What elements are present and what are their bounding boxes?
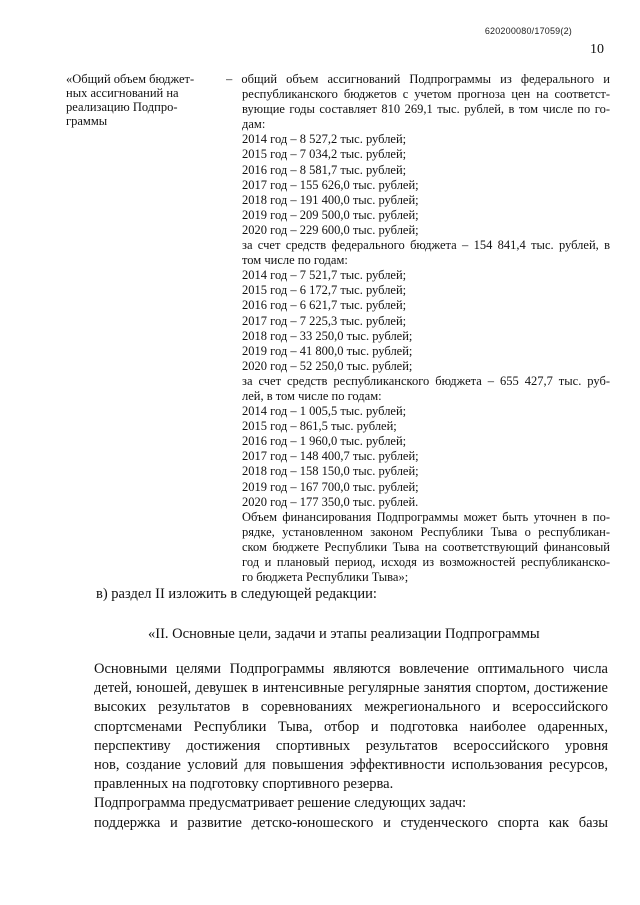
left-cell-line: граммы bbox=[66, 114, 108, 128]
republic-line: за счет средств республиканского бюджета – 655 427,7 тыс. руб- bbox=[242, 373, 610, 388]
note-line: го бюджета Республики Тыва»; bbox=[242, 570, 409, 585]
section-title: «II. Основные цели, задачи и этапы реализации Подпрограммы bbox=[148, 626, 540, 642]
total-year-line: 2014 год – 8 527,2 тыс. рублей; bbox=[242, 132, 407, 147]
note-line: ском бюджете Республики Тыва на соответствующий финансовый bbox=[242, 539, 610, 554]
republic-year-line: 2020 год – 177 350,0 тыс. рублей. bbox=[242, 494, 419, 509]
federal-line: том числе по годам: bbox=[242, 253, 348, 268]
republic-line: лей, в том числе по годам: bbox=[242, 388, 382, 403]
total-year-line: 2018 год – 191 400,0 тыс. рублей; bbox=[242, 192, 419, 207]
table-right-cell bbox=[226, 72, 610, 585]
federal-line: за счет средств федерального бюджета – 154 841,4 тыс. рублей, в bbox=[242, 238, 610, 253]
table-left-cell bbox=[66, 72, 226, 128]
federal-year-line: 2016 год – 6 621,7 тыс. рублей; bbox=[242, 298, 407, 313]
body-line: перспективу достижения спортивных результатов всероссийского уровня bbox=[94, 737, 608, 754]
republic-year-line: 2016 год – 1 960,0 тыс. рублей; bbox=[242, 434, 407, 449]
republic-year-line: 2019 год – 167 700,0 тыс. рублей; bbox=[242, 479, 419, 494]
document-code: 620200080/17059(2) bbox=[484, 26, 572, 36]
body-line: детей, юношей, девушек в интенсивные регулярные занятия спортом, достижение bbox=[94, 680, 608, 697]
republic-year-line: 2017 год – 148 400,7 тыс. рублей; bbox=[242, 449, 419, 464]
body-line: Основными целями Подпрограммы являются вовлечение оптимального числа bbox=[94, 661, 608, 677]
body-line: Подпрограмма предусматривает решение следующих задач: bbox=[94, 795, 467, 812]
total-year-line: 2020 год – 229 600,0 тыс. рублей; bbox=[242, 222, 419, 237]
left-cell-line: «Общий объем бюджет- bbox=[66, 72, 195, 86]
federal-year-line: 2019 год – 41 800,0 тыс. рублей; bbox=[242, 343, 413, 358]
intro-line: дам: bbox=[242, 117, 266, 132]
note-line: год и плановый период, исходя из возможностей республиканско- bbox=[242, 555, 610, 569]
federal-year-line: 2014 год – 7 521,7 тыс. рублей; bbox=[242, 268, 407, 283]
left-cell-line: ных ассигнований на bbox=[66, 86, 179, 100]
republic-year-line: 2014 год – 1 005,5 тыс. рублей; bbox=[242, 404, 407, 419]
total-year-line: 2016 год – 8 581,7 тыс. рублей; bbox=[242, 162, 407, 177]
republic-year-line: 2015 год – 861,5 тыс. рублей; bbox=[242, 419, 397, 434]
total-year-line: 2015 год – 7 034,2 тыс. рублей; bbox=[242, 147, 407, 162]
note-line: Объем финансирования Подпрограммы может быть уточнен в по- bbox=[242, 509, 610, 524]
intro-line: – общий объем ассигнований Подпрограммы из федерального и bbox=[226, 72, 610, 86]
page-number: 10 bbox=[590, 42, 604, 57]
federal-year-line: 2015 год – 6 172,7 тыс. рублей; bbox=[242, 283, 407, 298]
body-paragraphs bbox=[94, 660, 608, 833]
body-line: высоких результатов в соревнованиях межрегионального и всероссийского bbox=[94, 699, 608, 716]
federal-year-line: 2018 год – 33 250,0 тыс. рублей; bbox=[242, 328, 413, 343]
body-line: нов, создание условий для повышения эффективности использования ресурсов, bbox=[94, 756, 608, 773]
intro-line: республиканского бюджетов с учетом прогноза цен на соответст- bbox=[242, 87, 610, 102]
note-line: рядке, установленном законом Республики Тыва о республикан- bbox=[242, 524, 610, 539]
section-intro: в) раздел II изложить в следующей редакции: bbox=[96, 586, 377, 602]
intro-line: вующие годы составляет 810 269,1 тыс. рублей, в том числе по го- bbox=[242, 102, 610, 117]
body-line: правленных на подготовку спортивного резерва. bbox=[94, 776, 394, 793]
body-line: поддержка и развитие детско-юношеского и студенческого спорта как базы bbox=[94, 814, 608, 831]
body-line: спортсменами Республики Тыва, отбор и подготовка наиболее одаренных, bbox=[94, 718, 608, 735]
total-year-line: 2017 год – 155 626,0 тыс. рублей; bbox=[242, 177, 419, 192]
federal-year-line: 2017 год – 7 225,3 тыс. рублей; bbox=[242, 313, 407, 328]
left-cell-line: реализацию Подпро- bbox=[66, 100, 178, 114]
republic-year-line: 2018 год – 158 150,0 тыс. рублей; bbox=[242, 464, 419, 479]
federal-year-line: 2020 год – 52 250,0 тыс. рублей; bbox=[242, 358, 413, 373]
total-year-line: 2019 год – 209 500,0 тыс. рублей; bbox=[242, 207, 419, 222]
